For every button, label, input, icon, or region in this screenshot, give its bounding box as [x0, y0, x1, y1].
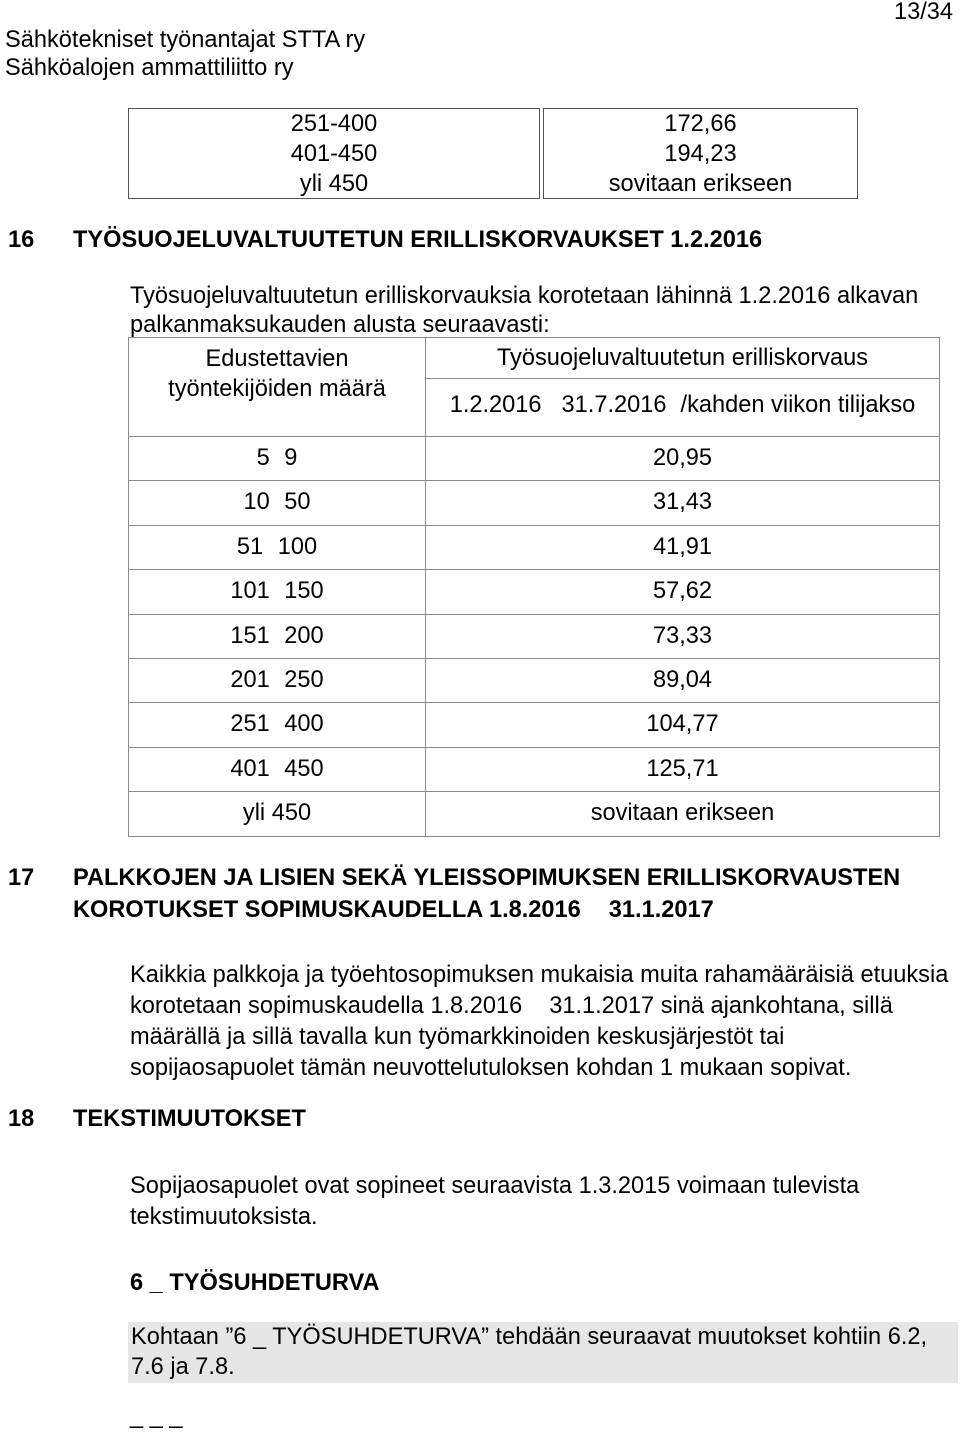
amount-cell: 41,91: [652, 533, 713, 560]
header-org-line: Sähkötekniset työnantajat STTA ry: [5, 27, 366, 53]
compensation-table: [128, 337, 940, 837]
paragraph-line: tekstimuutoksista.: [130, 1204, 318, 1230]
column-subheader-period: [426, 379, 939, 436]
line-part: korotetaan sopimuskaudella 1.8.2016: [130, 993, 523, 1019]
paragraph-line: [130, 991, 948, 1022]
table-row: [129, 436, 939, 480]
table-row: [129, 569, 939, 613]
amount-cell: 104,77: [646, 711, 719, 738]
amount-cell: 89,04: [652, 667, 713, 693]
range-cell: 151 200: [129, 615, 426, 658]
table-row: [129, 480, 939, 524]
range-cell: 51 100: [129, 526, 426, 569]
range-cell: 401 450: [129, 748, 426, 791]
amount-cell: 125,71: [646, 755, 719, 782]
paragraph-line: Kaikkia palkkoja ja työehtosopimuksen mukaisia muita rahamääräisiä etuuksia: [130, 962, 949, 988]
range-cell: 201 250: [129, 659, 426, 702]
section-title: TEKSTIMUUTOKSET: [73, 1106, 306, 1132]
subsection-heading: 6 _ TYÖSUHDETURVA: [130, 1270, 380, 1296]
table-cell: sovitaan erikseen: [608, 171, 793, 197]
section-number: 16: [8, 227, 35, 253]
range-cell: 251 400: [129, 703, 426, 746]
section-number: 17: [8, 865, 35, 891]
table-row: [129, 614, 939, 658]
section-number: 18: [8, 1106, 35, 1132]
paragraph-line: 7.6 ja 7.8.: [131, 1354, 235, 1380]
column-header-employees: [129, 338, 426, 436]
range-cell: 5 9: [129, 437, 426, 480]
section-body: [130, 960, 948, 1084]
header-line: Edustettavien: [205, 346, 349, 372]
period-end: 31.7.2016: [561, 392, 667, 418]
paragraph-line: sopijaosapuolet tämän neuvottelutuloksen kohdan 1 mukaan sopivat.: [130, 1055, 852, 1081]
table-cell: yli 450: [299, 171, 369, 197]
table-row: [129, 658, 939, 702]
title-part: 31.1.2017: [608, 897, 714, 923]
paragraph-line: Työsuojeluvaltuutetun erilliskorvauksia korotetaan lähinnä 1.2.2016 alkavan: [130, 283, 919, 309]
table-row: [129, 791, 939, 835]
amount-cell: sovitaan erikseen: [590, 800, 775, 827]
header-line: työntekijöiden määrä: [168, 376, 386, 402]
amount-cell: 31,43: [652, 489, 713, 516]
paragraph-line: Sopijaosapuolet ovat sopineet seuraavista 1.3.2015 voimaan tulevista: [130, 1173, 860, 1199]
table-row: [129, 525, 939, 569]
paragraph-line: palkanmaksukauden alusta seuraavasti:: [130, 312, 550, 338]
header-organizations: [5, 26, 365, 82]
section-title-line: [73, 894, 900, 926]
section-intro: [130, 282, 918, 340]
paragraph-line: määrällä ja sillä tavalla kun työmarkkinoiden keskusjärjestöt tai: [130, 1024, 785, 1050]
paragraph-line: Kohtaan ”6 _ TYÖSUHDETURVA” tehdään seuraavat muutokset kohtiin 6.2,: [131, 1324, 928, 1350]
previous-table-range-column: [128, 108, 540, 199]
section-title: [73, 862, 900, 926]
section-title: TYÖSUOJELUVALTUUTETUN ERILLISKORVAUKSET 1.2.2016: [73, 227, 763, 253]
column-header-compensation: Työsuojeluvaltuutetun erilliskorvaus: [426, 338, 939, 379]
table-cell: 194,23: [664, 141, 737, 167]
amount-cell: 20,95: [652, 445, 713, 471]
header-org-line: Sähköalojen ammattiliitto ry: [5, 55, 294, 81]
section-title-line: PALKKOJEN JA LISIEN SEKÄ YLEISSOPIMUKSEN ERILLISKORVAUSTEN: [73, 865, 901, 891]
page-number: 13/34: [893, 0, 953, 25]
amendment-highlight: [128, 1322, 958, 1383]
table-row: [129, 702, 939, 746]
range-cell: yli 450: [129, 792, 426, 835]
previous-table-amount-column: [543, 108, 858, 199]
section-body: [130, 1171, 859, 1233]
period-unit: /kahden viikon tilijakso: [680, 392, 916, 418]
amount-cell: 73,33: [652, 622, 713, 649]
table-cell: 251-400: [290, 111, 378, 137]
table-cell: 401-450: [290, 141, 378, 167]
table-row: [129, 747, 939, 791]
range-cell: 10 50: [129, 481, 426, 524]
amount-cell: 57,62: [652, 578, 713, 605]
line-part: 31.1.2017 sinä ajankohtana, sillä: [549, 993, 893, 1019]
table-cell: 172,66: [664, 111, 737, 137]
period-start: 1.2.2016: [449, 392, 542, 418]
range-cell: 101 150: [129, 570, 426, 613]
title-part: KOROTUKSET SOPIMUSKAUDELLA 1.8.2016: [73, 897, 581, 923]
continuation-marker: _ _ _: [130, 1403, 183, 1429]
